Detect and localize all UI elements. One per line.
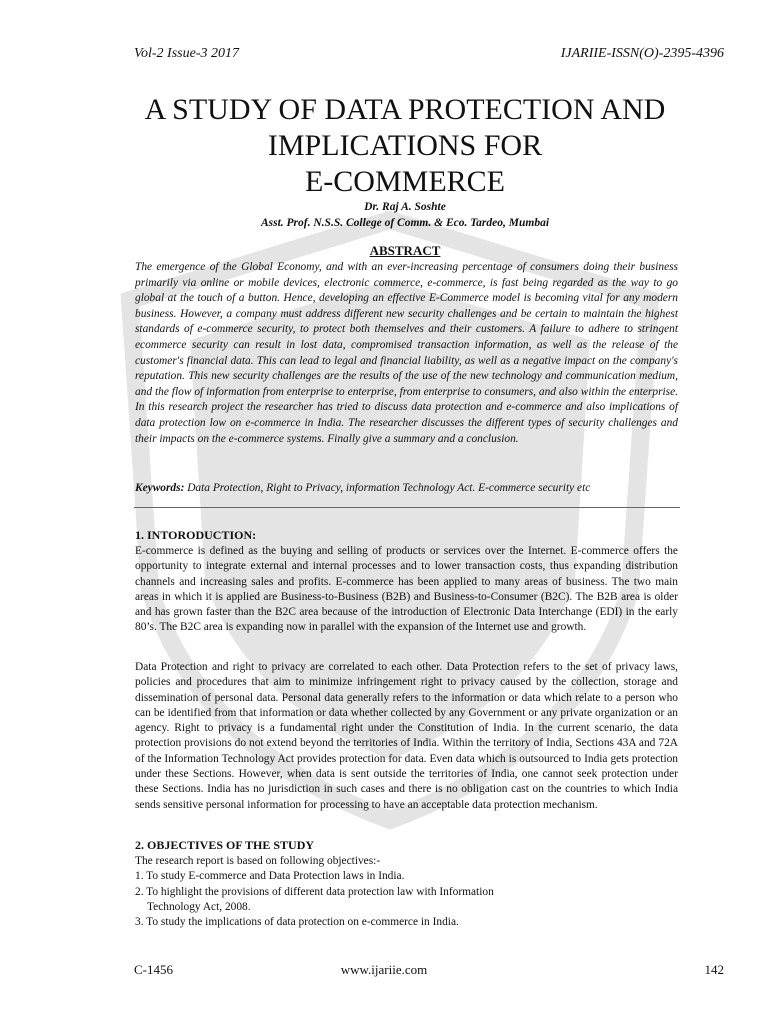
author-name: Dr. Raj A. Soshte [364, 201, 446, 213]
section-1-heading: 1. INTORODUCTION: [135, 528, 257, 542]
abstract-text: The emergence of the Global Economy, and with an ever-increasing percentage of consumers doing their business primarily via online or mobile devices, electronic commerce, e-commerce, is fast being regarded as the way to go global at the touch of a button. Hence, developing an effective E-Commerce model is becoming vital for any modern business. However, a company must address different new security challenges and be certain to maintain the highest standards of e-commerce security, to protect both themselves and their customers. A failure to adhere to stringent ecommerce security can result in lost data, compromised transaction information, as well as the release of the customer's financial data. This can lead to legal and financial liability, as well as a negative impact on the company's reputation. This new security challenges are the results of the use of the new technology and communication medium, and the flow of information from enterprise to enterprise, from enterprise to consumers, and also within the enterprise. In this research project the researcher has tried to discuss data protection and e-commerce and also implications of data protection low on e-commerce in India. The researcher discusses the different types of security challenges and their impacts on the e-commerce systems. Finally give a summary and a conclusion. [135, 261, 678, 445]
keywords-line [135, 482, 678, 494]
intro-paragraph-2: Data Protection and right to privacy are correlated to each other. Data Protection refers to the set of privacy laws, policies and procedures that aim to minimize infringement right to privacy caused by the collection, storage and dissemination of personal data. Personal data generally refers to the information or data which relate to a person who can be identified from that information or data whether collected by any Government or any private organization or an agency. Right to privacy is a fundamental right under the Constitution of India. In the current scenario, the data protection provisions do not extend beyond the territories of India. Within the territory of India, Sections 43A and 72A of the Information Technology Act provides protection for data. Even data which is outsourced to India gets protection under these Sections. However, when data is sent outside the territories of India, one cannot seek protection under these Sections. India has no jurisdiction in such cases and there is no obligation cast on the countries to which India sends sensitive personal information for processing to have an acceptable data protection mechanism. [135, 661, 678, 811]
paper-title [60, 92, 750, 200]
footer-website: www.ijariie.com [340, 962, 428, 977]
intro-paragraph-1: E-commerce is defined as the buying and selling of products or services over the Internet. E-commerce offers the opportunity to integrate external and internal processes and to lower transaction costs, thus expanding distribution channels and increasing sales and profits. E-commerce has been applied to many areas of business. The two main areas in which it is applied are Business-to-Business (B2B) and Business-to-Consumer (B2C). The B2B area is older and has grown faster than the B2C area because of the introduction of Electronic Data Interchange (EDI) in the early 80’s. The B2C area is expanding now in parallel with the expansion of the Internet use and growth. [135, 545, 678, 634]
objective-item-2: 2. To highlight the provisions of different data protection law with Information [135, 885, 494, 898]
objective-item-3: 3. To study the implications of data protection on e-commerce in India. [135, 916, 459, 929]
section-divider [134, 507, 680, 508]
author-affiliation: Asst. Prof. N.S.S. College of Comm. & Eco. Tardeo, Mumbai [260, 217, 550, 229]
journal-issn: IJARIIE-ISSN(O)-2395-4396 [560, 46, 724, 61]
footer-paper-id: C-1456 [134, 962, 173, 977]
objective-item-1: 1. To study E-commerce and Data Protection laws in India. [135, 870, 405, 883]
title-line-2: IMPLICATIONS FOR [267, 129, 543, 162]
title-line-1: A STUDY OF DATA PROTECTION AND [144, 93, 666, 126]
keywords-text: Data Protection, Right to Privacy, information Technology Act. E-commerce security etc [184, 482, 591, 494]
author-block [60, 199, 750, 231]
footer-page-number: 142 [704, 962, 724, 977]
section-2-heading: 2. OBJECTIVES OF THE STUDY [135, 838, 315, 852]
objective-item-2-continued: Technology Act, 2008. [147, 900, 251, 913]
keywords-label: Keywords: [135, 482, 185, 494]
abstract-heading: ABSTRACT [369, 243, 441, 258]
objectives-intro: The research report is based on following objectives:- [135, 855, 381, 867]
journal-volume: Vol-2 Issue-3 2017 [134, 46, 239, 61]
title-line-3: E-COMMERCE [304, 165, 505, 198]
objectives-list [135, 854, 678, 930]
